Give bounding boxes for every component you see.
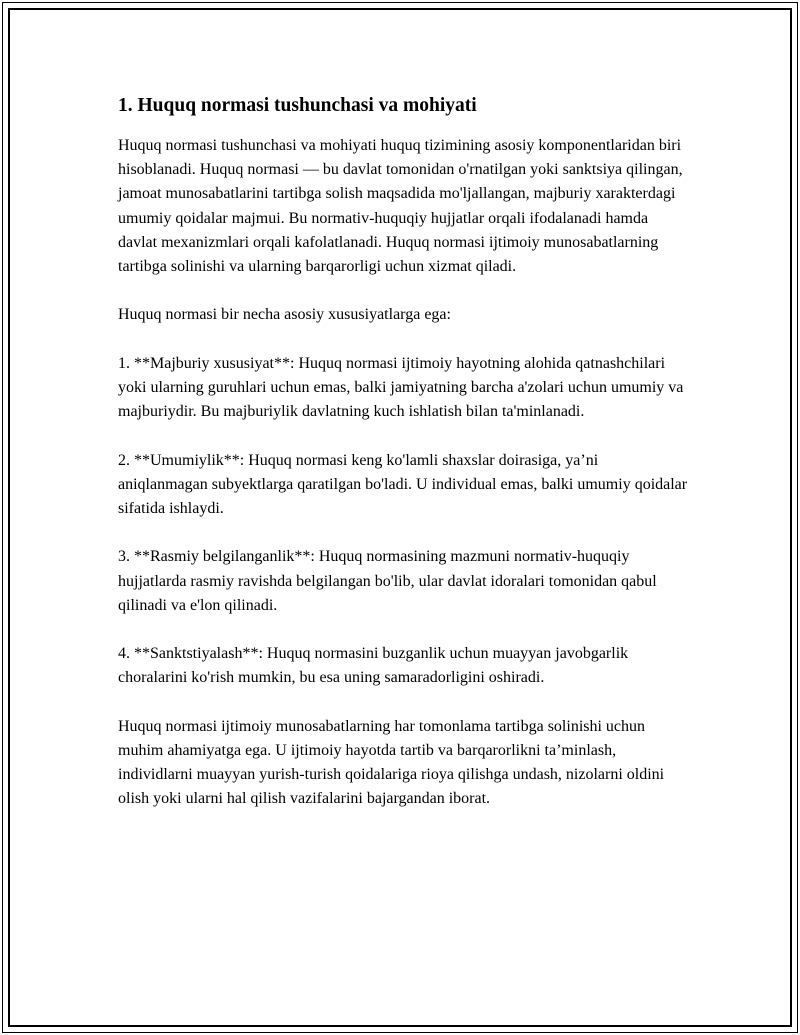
paragraph-feature-3: 3. **Rasmiy belgilanganlik**: Huquq normasining mazmuni normativ-huquqiy hujjatlarda rasmiy ravishda belgilangan bo'lib, ular davlat idoralari tomonidan qabul qilinadi va e'lon qilinadi.: [118, 548, 657, 614]
paragraph-feature-1: 1. **Majburiy xususiyat**: Huquq normasi ijtimoiy hayotning alohida qatnashchilari yoki ularning guruhlari uchun emas, balki jamiyatning barcha a'zolari uchun umumiy va majburiydir. Bu majburiylik davlatning kuch ishlatish bilan ta'minlanadi.: [118, 354, 684, 421]
paragraph-features-lead: Huquq normasi bir necha asosiy xususiyatlarga ega:: [118, 306, 451, 324]
paragraph-conclusion: Huquq normasi ijtimoiy munosabatlarning har tomonlama tartibga solinishi uchun muhim ahamiyatga ega. U ijtimoiy hayotda tartib va barqarorlikni ta’minlash, individlarni muayyan yurish-turish qoidalariga rioya qilishga undash, nizolarni oldini olish yoki ularni hal qilish vazifalarini bajargandan iborat.: [118, 717, 665, 808]
section-heading: 1. Huquq normasi tushunchasi va mohiyati: [118, 95, 477, 116]
paragraph-feature-4: 4. **Sanktstiyalash**: Huquq normasini buzganlik uchun muayyan javobgarlik choralarini ko'rish mumkin, bu esa uning samaradorligini oshiradi.: [118, 645, 629, 687]
document-body: [118, 92, 688, 812]
paragraph-intro: Huquq normasi tushunchasi va mohiyati huquq tizimining asosiy komponentlaridan biri hisoblanadi. Huquq normasi — bu davlat tomonidan o'rnatilgan yoki sanktsiya qilingan, jamoat munosabatlarini tartibga solish maqsadida mo'ljallangan, majburiy xarakterdagi umumiy qoidalar majmui. Bu normativ-huquqiy hujjatlar orqali ifodalanadi hamda davlat mexanizmlari orqali kafolatlanadi. Huquq normasi ijtimoiy munosabatlarning tartibga solinishi va ularning barqarorligi uchun xizmat qiladi.: [118, 137, 683, 276]
paragraph-feature-2: 2. **Umumiylik**: Huquq normasi keng ko'lamli shaxslar doirasiga, ya’ni aniqlanmagan subyektlarga qaratilgan bo'ladi. U individual emas, balki umumiy qoidalar sifatida ishlaydi.: [118, 451, 688, 517]
